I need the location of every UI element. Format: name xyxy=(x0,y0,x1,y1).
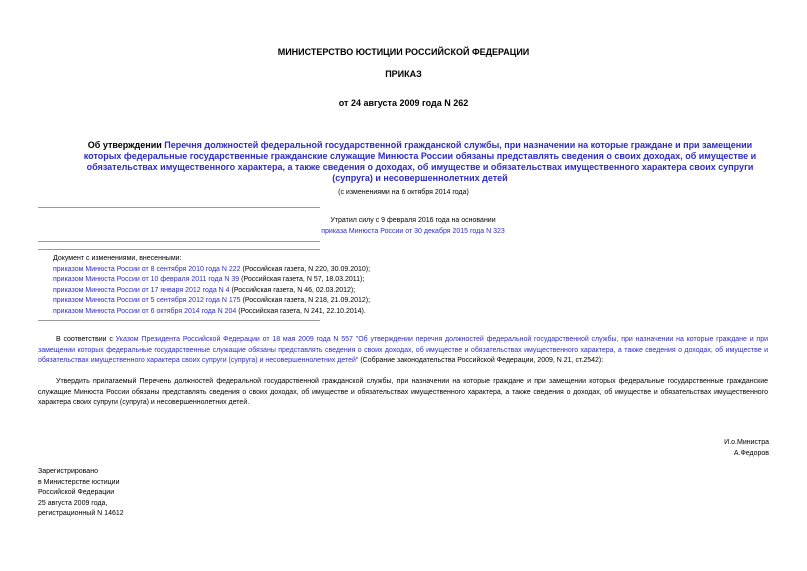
signature-block xyxy=(724,438,769,459)
registration-line: 25 августа 2009 года, xyxy=(38,499,108,507)
list-item: приказом Минюста России от 10 февраля 2011 года N 39 (Российская газета, N 57, 18.03.2011); xyxy=(53,276,365,284)
divider xyxy=(38,249,320,250)
lapse-note xyxy=(288,216,538,237)
registration-line: Российской Федерации xyxy=(38,489,115,497)
paragraph-approve: Утвердить прилагаемый Перечень должностей федеральной государственной гражданской службы, при назначении на которые граждане и при замещении которых федеральные государственные гражданские служащие Минюста России обязаны представлять сведения о своих доходах, об имуществе и обязательствах имущественного характера, а также сведения о доходах, об имуществе и обязательствах имущественного характера своих супруги (супруга) и несовершеннолетних детей. xyxy=(38,378,768,407)
registration-line: в Министерстве юстиции xyxy=(38,478,120,486)
list-item: приказом Минюста России от 6 октября 2014 года N 204 (Российская газета, N 241, 22.10.2014). xyxy=(53,307,366,315)
registration-line: Зарегистрировано xyxy=(38,468,98,475)
registration-line: регистрационный N 14612 xyxy=(38,510,124,518)
document-title xyxy=(80,140,760,184)
decree-link[interactable]: Указом Президента Российской Федерации от 18 мая 2009 года N 557 "Об утверждении перечня должностей федеральной государственной службы, при назначении на которые граждане и при замещении которых федеральные государственные служащие обязаны представлять сведения о своих доходах, об имуществе и обязательствах имущественного характера, а также сведения о доходах, об имуществе и обязательствах имущественного характера своих супруги (супруга) и несовершеннолетних детей" xyxy=(38,336,769,365)
title-prefix: Об утверждении xyxy=(87,140,165,150)
ministry-heading: МИНИСТЕРСТВО ЮСТИЦИИ РОССИЙСКОЙ ФЕДЕРАЦИИ xyxy=(277,47,530,57)
signature-name: А.Федоров xyxy=(733,449,769,457)
changes-heading: Документ с изменениями, внесенными: xyxy=(53,255,182,262)
lapse-text: Утратил силу с 9 февраля 2016 года на основании xyxy=(330,217,496,224)
divider xyxy=(38,207,320,208)
change-link[interactable]: приказом Минюста России от 8 сентября 2010 года N 222 xyxy=(53,265,241,273)
doc-type-heading: ПРИКАЗ xyxy=(385,69,422,79)
changes-list xyxy=(53,254,473,318)
change-link[interactable]: приказом Минюста России от 10 февраля 2011 года N 39 xyxy=(53,276,240,284)
divider xyxy=(38,241,320,242)
signature-position: И.о.Министра xyxy=(724,439,769,446)
lapse-link[interactable]: приказа Минюста России от 30 декабря 2015 года N 323 xyxy=(321,227,505,235)
list-item: приказом Минюста России от 8 сентября 2010 года N 222 (Российская газета, N 220, 30.09.2010); xyxy=(53,265,371,273)
amended-note: (с изменениями на 6 октября 2014 года) xyxy=(338,189,469,196)
list-item: приказом Минюста России от 5 сентября 2012 года N 175 (Российская газета, N 218, 21.09.2012); xyxy=(53,297,371,305)
list-item: приказом Минюста России от 17 января 2012 года N 4 (Российская газета, N 46, 02.03.2012); xyxy=(53,286,356,294)
change-link[interactable]: приказом Минюста России от 6 октября 2014 года N 204 xyxy=(53,307,237,315)
registration-block xyxy=(38,467,124,520)
doc-date-number: от 24 августа 2009 года N 262 xyxy=(338,98,469,108)
paragraph-basis: В соответствии с Указом Президента Российской Федерации от 18 мая 2009 года N 557 "Об утверждении перечня должностей федеральной государственной службы, при назначении на которые граждане и при замещении которых федеральные государственные служащие обязаны представлять сведения о своих доходах, об имуществе и обязательствах имущественного характера, а также сведения о доходах, об имуществе и обязательствах имущественного характера своих супруги (супруга) и несовершеннолетних детей" (Собрание законодательства Российской Федерации, 2009, N 21, ст.2542): xyxy=(38,336,769,365)
title-link[interactable]: Перечня должностей федеральной государственной гражданской службы, при назначении на которые граждане и при замещении которых федеральные государственные гражданские служащие Минюста России обязаны представлять сведения о своих доходах, об имуществе и обязательствах имущественного характера, а также сведения о доходах, об имуществе и обязательствах имущественного характера своих супруги (супруга) и несовершеннолетних детей xyxy=(83,140,757,183)
divider xyxy=(38,320,320,321)
change-link[interactable]: приказом Минюста России от 17 января 2012 года N 4 xyxy=(53,286,230,294)
change-link[interactable]: приказом Минюста России от 5 сентября 2012 года N 175 xyxy=(53,297,241,305)
